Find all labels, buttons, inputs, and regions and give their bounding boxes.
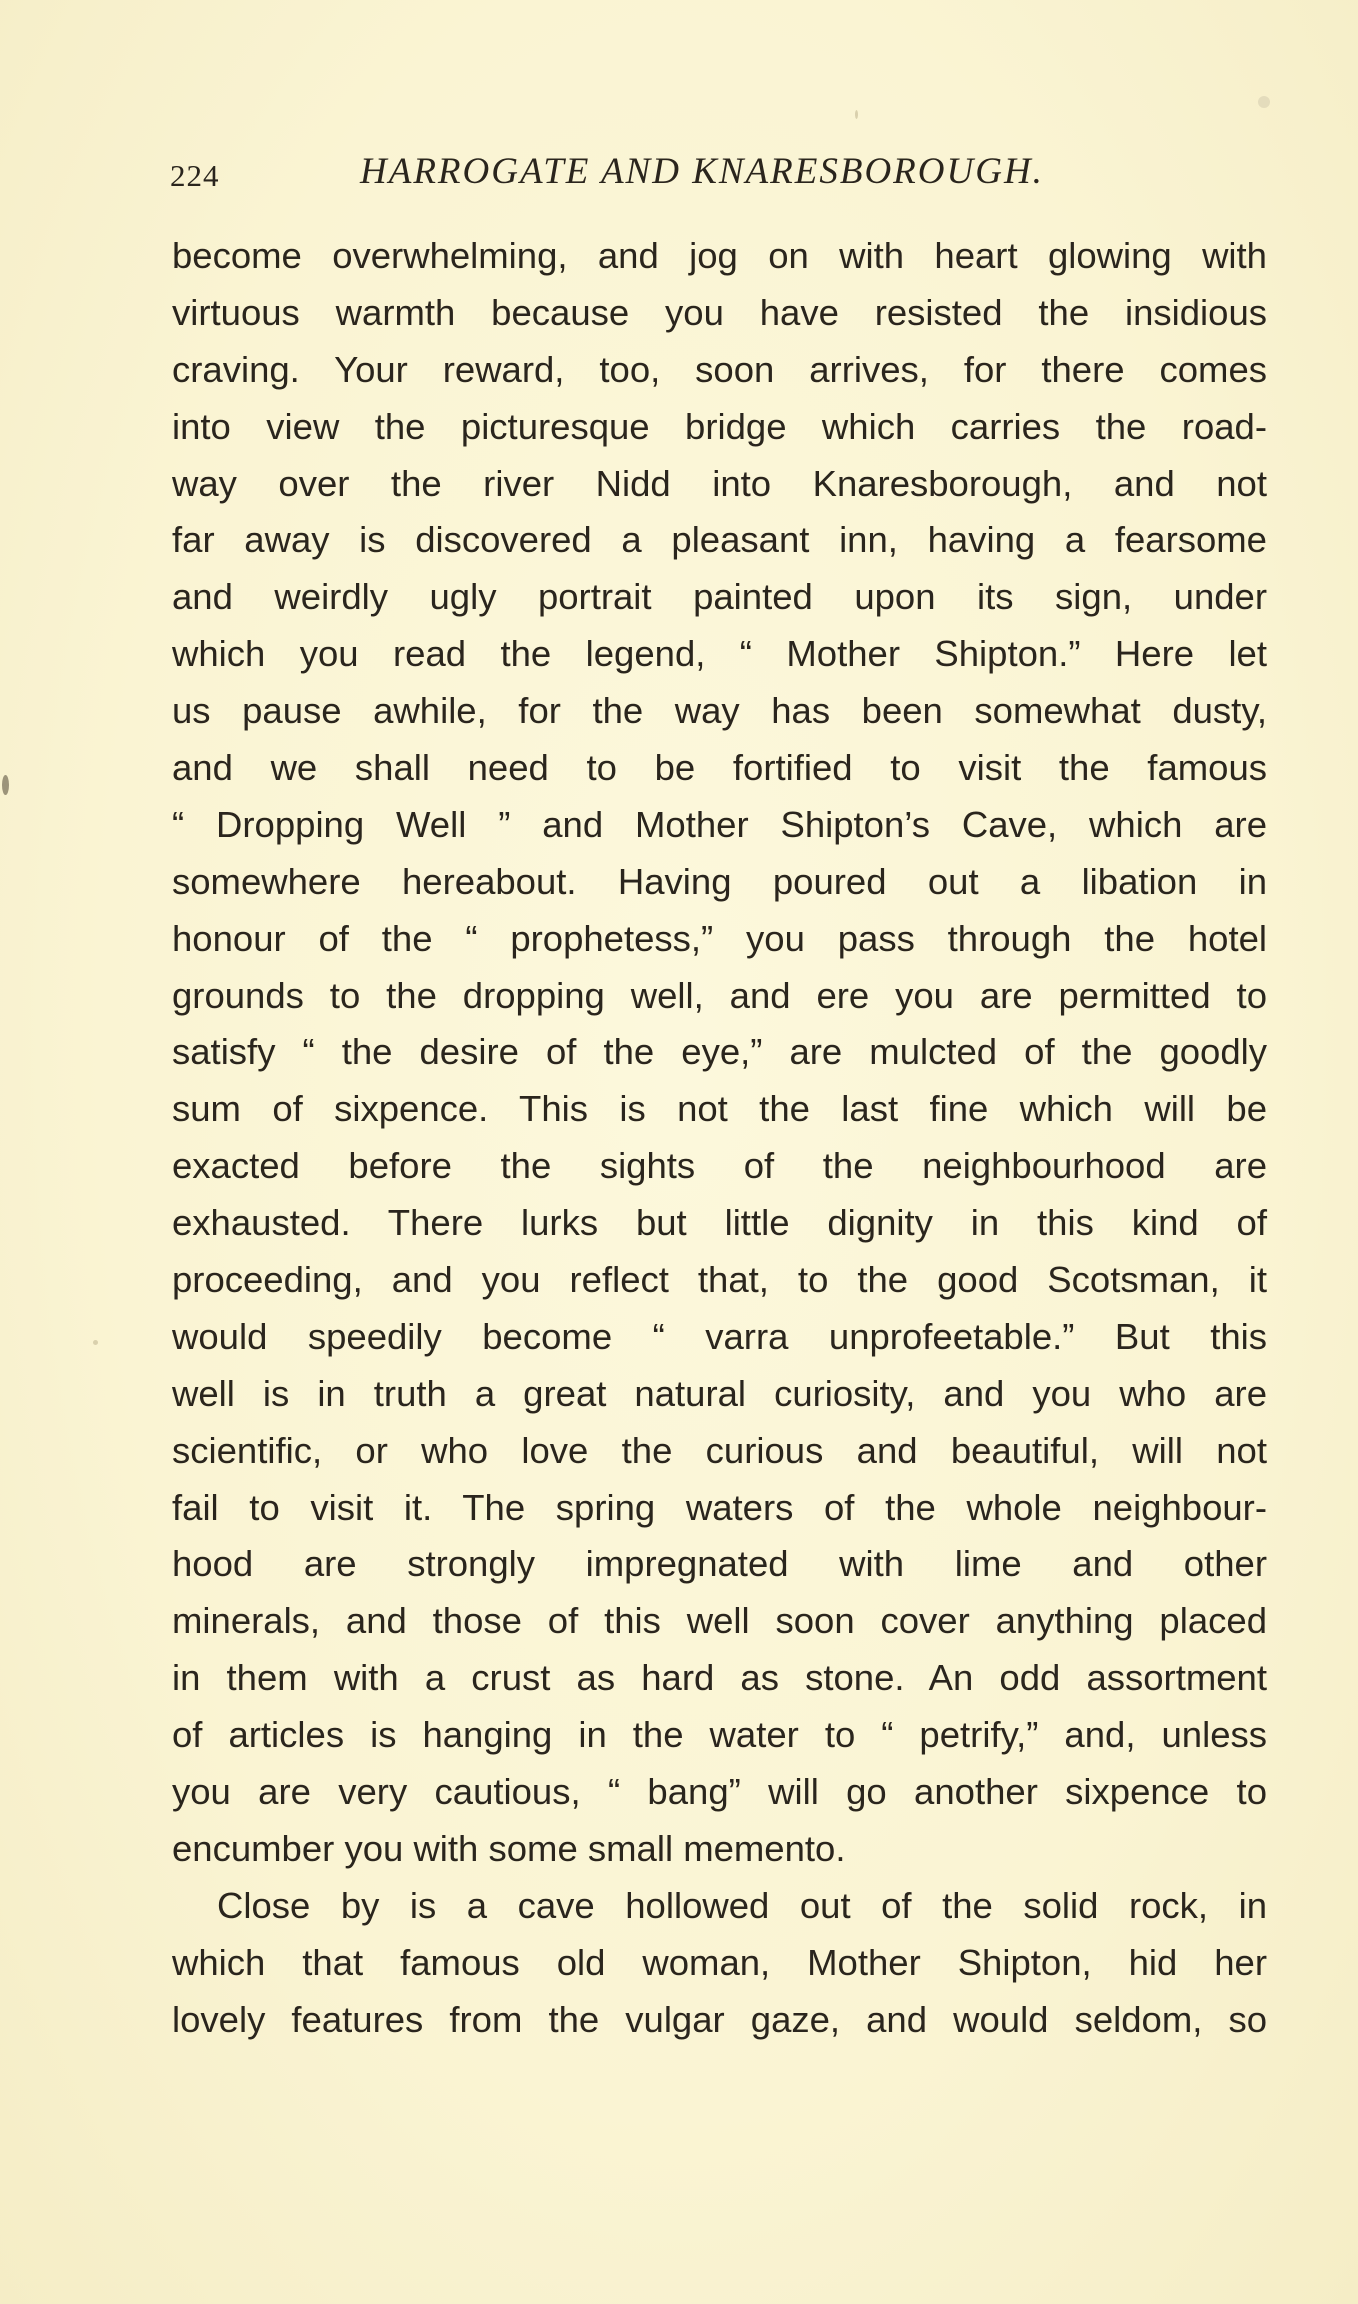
text-line: which you read the legend, “ Mother Shipton.” Here let xyxy=(172,633,1267,675)
paper-speck xyxy=(2,775,9,795)
text-line: lovely features from the vulgar gaze, and would seldom, so xyxy=(172,1998,1267,2040)
text-line: hood are strongly impregnated with lime and other xyxy=(172,1543,1267,1585)
page-number: 224 xyxy=(170,158,220,193)
paragraph-1 xyxy=(172,228,1267,1878)
text-line: which that famous old woman, Mother Shipton, hid her xyxy=(172,1941,1267,1983)
text-line: well is in truth a great natural curiosity, and you who are xyxy=(172,1372,1267,1414)
text-line: encumber you with some small memento. xyxy=(172,1827,846,1869)
text-line: grounds to the dropping well, and ere you are permitted to xyxy=(172,974,1267,1016)
text-line: become overwhelming, and jog on with heart glowing with xyxy=(172,235,1267,276)
text-line: far away is discovered a pleasant inn, having a fearsome xyxy=(172,519,1267,561)
text-line: scientific, or who love the curious and beautiful, will not xyxy=(172,1429,1267,1471)
text-line: fail to visit it. The spring waters of the whole neighbour- xyxy=(172,1486,1267,1528)
text-line: craving. Your reward, too, soon arrives, for there comes xyxy=(172,348,1267,390)
text-line: “ Dropping Well ” and Mother Shipton’s Cave, which are xyxy=(172,803,1267,845)
text-line: Close by is a cave hollowed out of the solid rock, in xyxy=(217,1884,1267,1926)
text-line: proceeding, and you reflect that, to the good Scotsman, it xyxy=(172,1259,1267,1301)
text-line: in them with a crust as hard as stone. An odd assortment xyxy=(172,1657,1267,1699)
text-line: exacted before the sights of the neighbourhood are xyxy=(172,1145,1267,1187)
text-line: you are very cautious, “ bang” will go another sixpence to xyxy=(172,1771,1267,1813)
paper-speck xyxy=(1258,96,1270,108)
text-line: honour of the “ prophetess,” you pass through the hotel xyxy=(172,917,1267,959)
text-line: virtuous warmth because you have resisted the insidious xyxy=(172,291,1267,333)
text-line: us pause awhile, for the way has been somewhat dusty, xyxy=(172,690,1267,732)
paper-speck xyxy=(93,1340,98,1345)
text-line: and we shall need to be fortified to visit the famous xyxy=(172,747,1267,789)
text-line: would speedily become “ varra unprofeetable.” But this xyxy=(172,1315,1267,1357)
text-line: and weirdly ugly portrait painted upon its sign, under xyxy=(172,576,1267,618)
text-line: way over the river Nidd into Knaresborough, and not xyxy=(172,462,1267,504)
text-line: minerals, and those of this well soon cover anything placed xyxy=(172,1600,1267,1642)
text-line: somewhere hereabout. Having poured out a libation in xyxy=(172,860,1267,902)
running-title: HARROGATE AND KNARESBOROUGH. xyxy=(360,151,1044,192)
paragraph-2 xyxy=(172,1878,1267,2049)
body-text xyxy=(172,228,1267,2049)
paper-speck xyxy=(855,110,858,119)
text-line: exhausted. There lurks but little dignity in this kind of xyxy=(172,1202,1267,1244)
text-line: sum of sixpence. This is not the last fine which will be xyxy=(172,1088,1267,1130)
running-header xyxy=(170,150,1270,200)
text-line: of articles is hanging in the water to “ petrify,” and, unless xyxy=(172,1714,1267,1756)
text-line: into view the picturesque bridge which carries the road- xyxy=(172,405,1267,447)
text-line: satisfy “ the desire of the eye,” are mulcted of the goodly xyxy=(172,1031,1267,1073)
